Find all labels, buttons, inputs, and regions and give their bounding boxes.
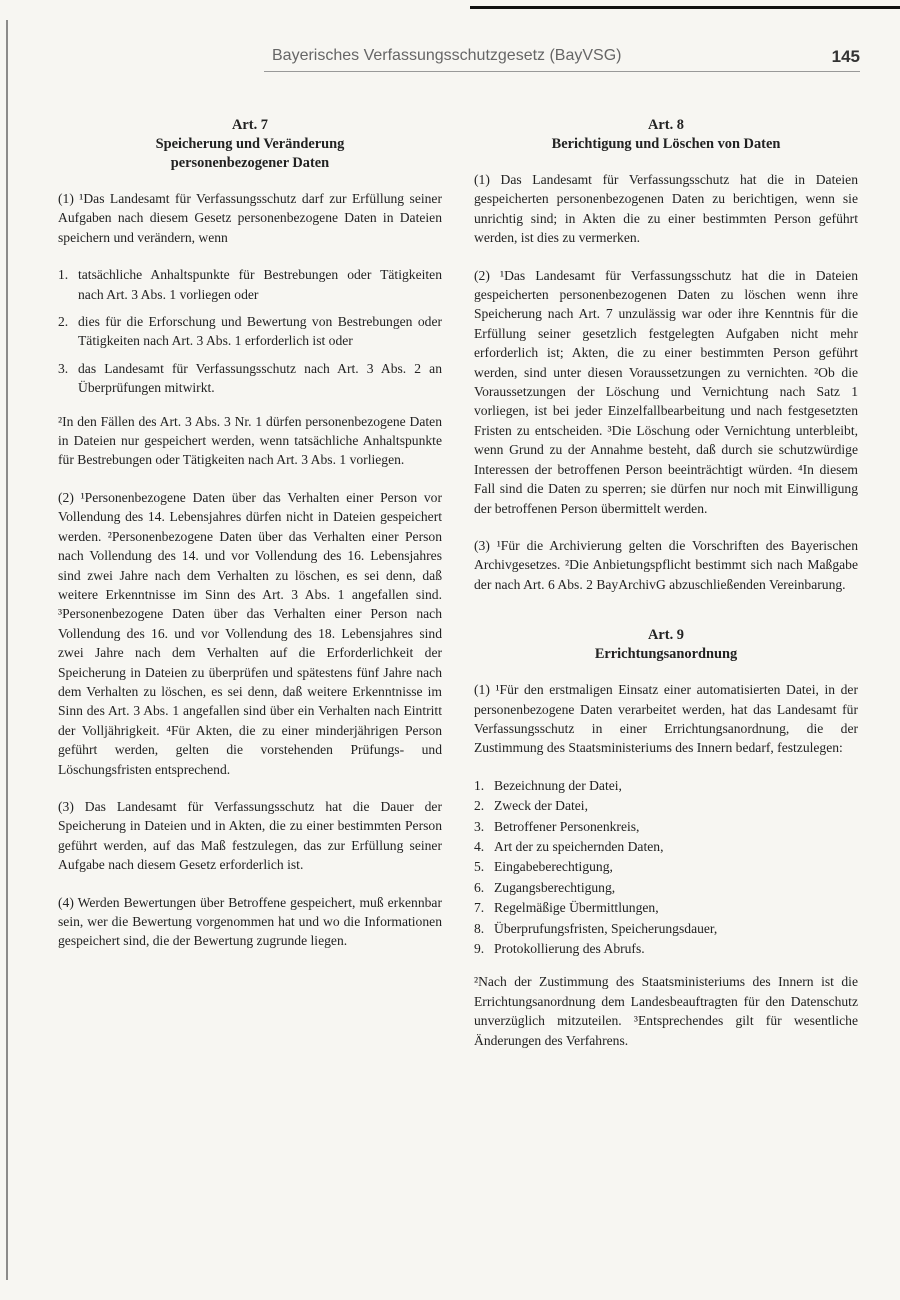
list-item (474, 939, 858, 958)
list-item-number: 9. (474, 941, 485, 956)
list-item-number: 1. (58, 267, 69, 283)
art7-title-line1: Speicherung und Veränderung (155, 136, 345, 152)
art9-list (474, 776, 858, 959)
list-item-text: Eingabeberechtigung, (494, 859, 613, 875)
list-item (474, 857, 858, 876)
right-column (474, 116, 858, 1068)
list-item-text: das Landesamt für Verfassungsschutz nach Art. 3 Abs. 2 an Überprüfungen mitwirkt. (78, 360, 442, 396)
page-edge (6, 20, 8, 1280)
list-item-number: 3. (58, 360, 69, 376)
list-item-text: Zweck der Datei, (494, 798, 588, 814)
list-item-text: Bezeichnung der Datei, (494, 777, 622, 793)
art8-para1: (1) Das Landesamt für Verfassungsschutz hat die in Dateien gespeicherten personenbezogenen Daten zu berichtigen, wenn sie unrichtig sind; in Akten die zu einer bestimmten Person geführt werden, ist dies zu vermerken. (474, 172, 858, 246)
art8-para2: (2) ¹Das Landesamt für Verfassungsschutz hat die in Dateien gespeicherten personenbezogenen Daten zu löschen wenn ihre Speicherung nach Art. 7 unzulässig war oder ihre Kenntnis für die Erfüllung seiner gesetzlich festgelegten Aufgaben nicht mehr erforderlich ist; Akten, die zu einer bestimmten Person geführt werden, sind unter diesen Voraussetzungen zu vernichten. ²Ob die Voraussetzungen der Löschung und Vernichtung nach Satz 1 vorliegen, ist bei jeder Einzelfallbearbeitung und nach festgesetzten Fristen zu entscheiden. ³Die Löschung oder Vernichtung unterbleibt, wenn Grund zu der Annahme besteht, daß durch sie schutzwürdige Interessen der betroffenen Person beeinträchtigt würden. ⁴In diesem Fall sind die Daten zu sperren; sie dürfen nur noch mit Einwilligung der betroffenen Person übermittelt werden. (474, 267, 858, 516)
art7-para1-intro: (1) ¹Das Landesamt für Verfassungsschutz darf zur Erfüllung seiner Aufgaben nach diesem Gesetz personenbezogene Daten in Dateien speichern und verändern, wenn (58, 191, 442, 245)
list-item (474, 837, 858, 856)
art7-para3: (3) Das Landesamt für Verfassungsschutz hat die Dauer der Speicherung in Dateien und in Akten, die zu einer bestimmten Person geführt werden, auf das Maß festzulegen, das zur Erfüllung seiner Aufgabe nach diesem Gesetz erforderlich ist. (58, 798, 442, 873)
art7-para1-sentence2: ²In den Fällen des Art. 3 Abs. 3 Nr. 1 dürfen personenbezogene Daten in Dateien nur gespeichert werden, wenn tatsächliche Anhaltspunkte für Bestrebungen oder Tätigkeiten nach Art. 3 Abs. 1 vorliegen. (58, 413, 442, 468)
left-column (58, 116, 442, 969)
list-item-number: 2. (58, 314, 69, 330)
art9-para1-sentence2: ²Nach der Zustimmung des Staatsministeriums des Innern ist die Errichtungsanordnung dem Landesbeauftragten für den Datenschutz unverzüglich mitzuteilen. ³Entsprechendes gilt für wesentliche Änderungen des Verfahrens. (474, 974, 858, 1048)
art9-para1-intro: (1) ¹Für den erstmaligen Einsatz einer automatisierten Datei, in der personenbezogene Daten verarbeitet werden, hat das Landesamt für Verfassungsschutz in einer Errichtungsanordnung, die der Zustimmung des Staatsministeriums des Innern bedarf, festzulegen: (474, 682, 858, 756)
list-item-number: 4. (474, 838, 485, 854)
page-number: 145 (831, 47, 860, 66)
list-item (474, 898, 858, 917)
list-item-text: dies für die Erforschung und Bewertung von Bestrebungen oder Tätigkeiten nach Art. 3 Abs. 1 erforderlich ist oder (78, 314, 442, 349)
art8-heading (474, 116, 858, 154)
list-item (474, 817, 858, 836)
list-item (474, 878, 858, 897)
running-title: Bayerisches Verfassungsschutzgesetz (BayVSG) (272, 47, 622, 64)
art9-title: Errichtungsanordnung (594, 646, 738, 663)
list-item-text: Überprufungsfristen, Speicherungsdauer, (494, 920, 718, 936)
art7-para4: (4) Werden Bewertungen über Betroffene gespeichert, muß erkennbar sein, wer die Bewertung vorgenommen hat und wo die Informationen gespeichert sind, die der Bewertung zugrunde liegen. (58, 894, 442, 949)
running-header (264, 45, 860, 72)
list-item (58, 312, 442, 351)
art7-heading (58, 116, 442, 173)
list-item (474, 776, 858, 795)
art8-para3: (3) ¹Für die Archivierung gelten die Vorschriften des Bayerischen Archivgesetzes. ²Die Anbietungspflicht bestimmt sich nach Maßgabe der nach Art. 6 Abs. 2 BayArchivG abzuschließenden Vereinbarung. (474, 537, 858, 592)
list-item (58, 359, 442, 398)
art7-para2: (2) ¹Personenbezogene Daten über das Verhalten einer Person vor Vollendung des 14. Lebensjahres dürfen nicht in Dateien gespeichert werden. ²Personenbezogene Daten über das Verhalten einer Person nach Vollendung des 14. und vor Vollendung des 16. Lebensjahres sind zwei Jahre nach dem Verhalten zu löschen, es sei denn, daß weitere Erkenntnisse im Sinn des Art. 3 Abs. 1 angefallen sind. ³Personenbezogene Daten über das Verhalten einer Person nach Vollendung des 16. und vor Vollendung des 18. Lebensjahres sind zwei Jahre nach dem Verhalten auf die Erforderlichkeit der Speicherung in Dateien zu überprüfen und spätestens fünf Jahre nach dem Verhalten zu löschen, es sei denn, daß weitere Erkenntnisse im Sinn des Art. 3 Abs. 1 angefallen sind über ein Verhalten nach Eintritt der Volljährigkeit. ⁴Für Akten, die zu einer minderjährigen Person geführt werden, gelten die vorstehenden Prüfungs- und Löschungsfristen entsprechend. (58, 489, 442, 777)
list-item-number: 7. (474, 900, 485, 916)
art7-list (58, 265, 442, 397)
list-item-number: 6. (474, 879, 485, 895)
art7-title-line2: personenbezogener Daten (170, 155, 330, 171)
list-item-number: 1. (474, 777, 485, 793)
list-item-text: Regelmäßige Übermittlungen, (494, 900, 659, 916)
section-spacer (474, 612, 858, 626)
list-item-text: Zugangsberechtigung, (494, 879, 616, 895)
list-item (474, 796, 858, 815)
art7-number: Art. 7 (232, 117, 268, 133)
art8-number: Art. 8 (648, 117, 684, 133)
list-item (58, 265, 442, 304)
list-item-text: Protokollierung des Abrufs. (494, 941, 645, 956)
art8-title: Berichtigung und Löschen von Daten (551, 136, 781, 152)
list-item-text: Art der zu speichernden Daten, (494, 838, 664, 854)
art9-heading (474, 626, 858, 664)
art9-number: Art. 9 (648, 627, 684, 644)
top-rule (470, 6, 900, 9)
list-item-number: 8. (474, 920, 485, 936)
list-item (474, 919, 858, 938)
list-item-number: 3. (474, 818, 485, 834)
list-item-number: 5. (474, 859, 485, 875)
list-item-text: tatsächliche Anhaltspunkte für Bestrebungen oder Tätigkeiten nach Art. 3 Abs. 1 vorliegen oder (78, 267, 442, 302)
list-item-text: Betroffener Personenkreis, (494, 818, 640, 834)
list-item-number: 2. (474, 798, 485, 814)
